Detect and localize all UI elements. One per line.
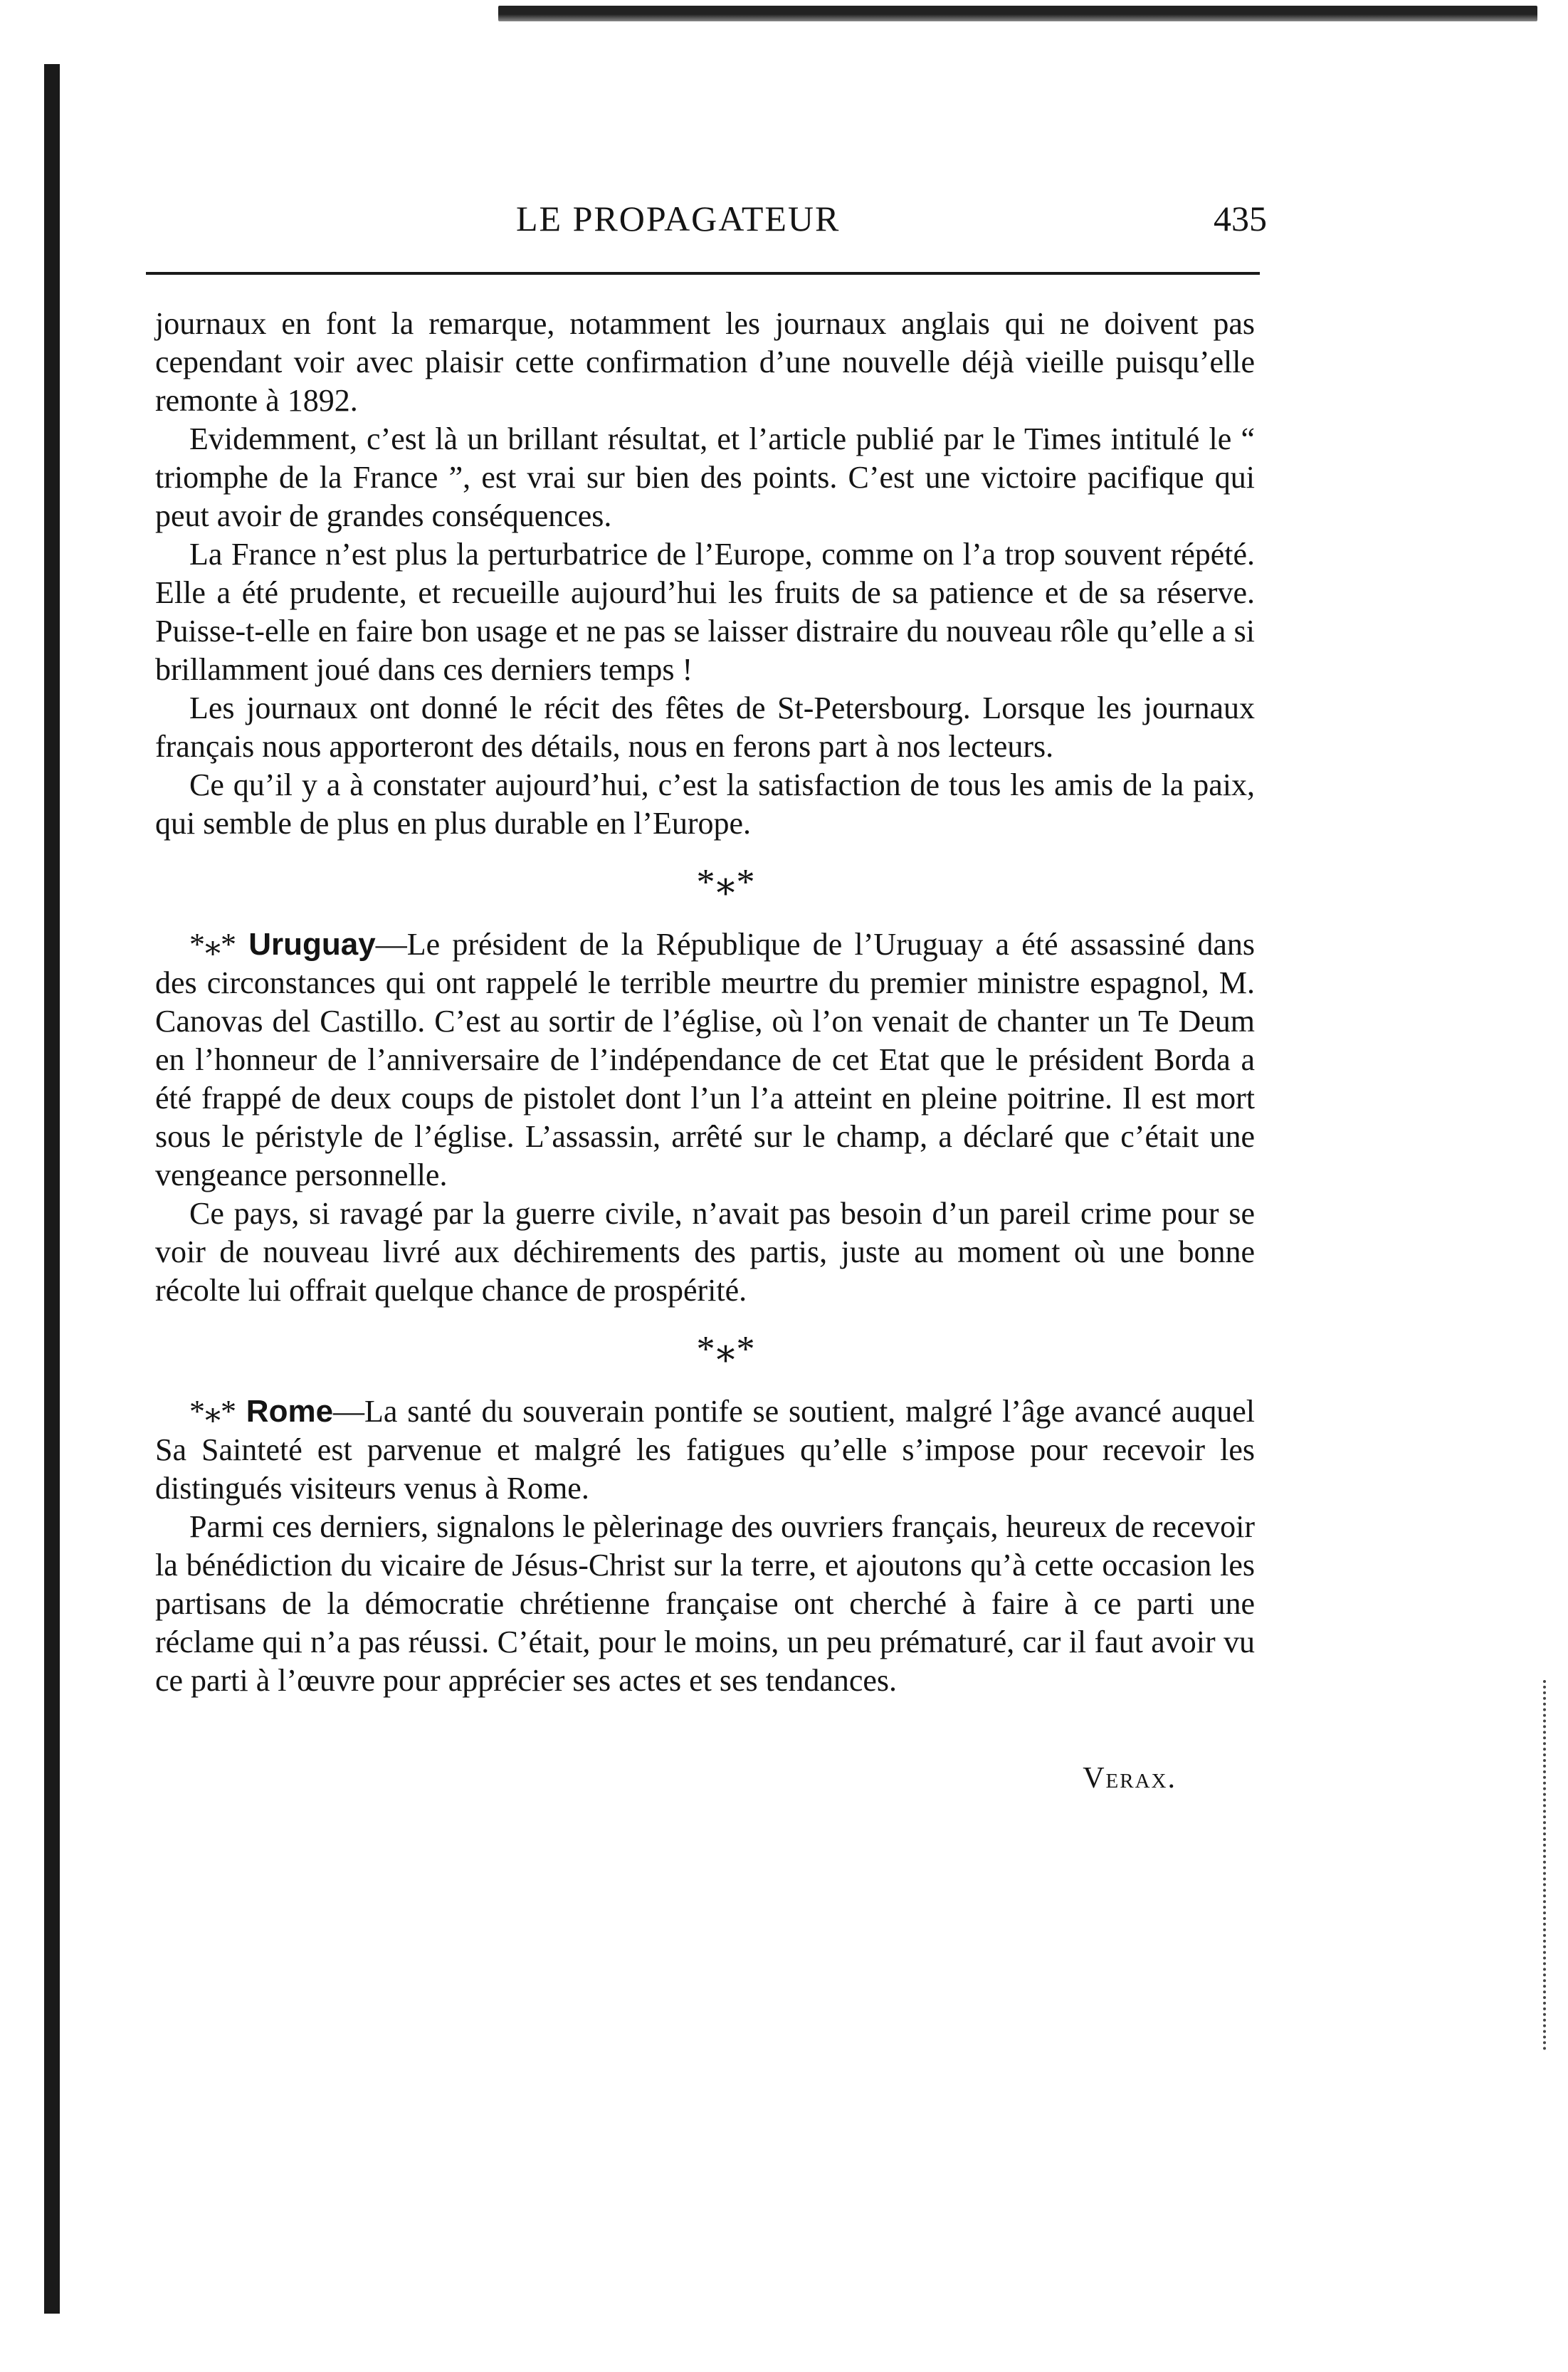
page-number: 435 (1214, 199, 1267, 238)
uruguay-paragraph (155, 925, 1255, 1195)
scan-noise-marks (1543, 1680, 1550, 2050)
running-title: LE PROPAGATEUR (516, 199, 841, 238)
section-separator: *⁎* (696, 1329, 757, 1370)
paragraph: Les journaux ont donné le récit des fêtes de St-Petersbourg. Lorsque les journaux français nous apporteront des détails, nous en ferons part à nos lecteurs. (155, 691, 1255, 764)
paragraph: Evidemment, c’est là un brillant résultat, et l’article publié par le Times intitulé le “ triomphe de la France ”, est vrai sur bien des points. C’est une victoire pacifique qui peut avoir de grandes conséquences. (155, 421, 1255, 533)
paragraph: Ce pays, si ravagé par la guerre civile, n’avait pas besoin d’un pareil crime pour se voir de nouveau livré aux déchirements des partis, juste au moment où une bonne récolte lui offrait quelque chance de prospérité. (155, 1196, 1255, 1308)
page-binding-edge (44, 64, 60, 2314)
section-separator: *⁎* (696, 862, 757, 903)
page-header (157, 198, 1267, 255)
header-rule (146, 272, 1260, 275)
top-scan-edge (498, 6, 1537, 21)
paragraph-continuation: journaux en font la remarque, notamment les journaux anglais qui ne doivent pas cependant voir avec plaisir cette confirmation d’une nouvelle déjà vieille puisqu’elle remonte à 1892. (155, 306, 1255, 418)
paragraph: Parmi ces derniers, signalons le pèlerinage des ouvriers français, heureux de recevoir la bénédiction du vicaire de Jésus-Christ sur la terre, et ajoutons qu’à cette occasion les partisans de la démocratie chrétienne française ont cherché à faire à ce parti une réclame qui n’a pas réussi. C’était, pour le moins, un peu prématuré, car il faut avoir vu ce parti à l’œuvre pour apprécier ses actes et ses tendances. (155, 1509, 1255, 1698)
rome-text: —La santé du souverain pontife se soutient, malgré l’âge avancé auquel Sa Sainteté est parvenue et malgré les fatigues qu’elle s’impose pour recevoir les distingués visiteurs venus à Rome. (155, 1394, 1255, 1506)
section-heading-uruguay: Uruguay (248, 927, 376, 962)
section-marker: *⁎* (189, 1394, 236, 1429)
author-signature: Verax. (1083, 1762, 1177, 1795)
paragraph: La France n’est plus la perturbatrice de l’Europe, comme on l’a trop souvent répété. Elle a été prudente, et recueille aujourd’hui les fruits de sa patience et de sa réserve. Puisse-t-elle en faire bon usage et ne pas se laisser distraire du nouveau rôle qu’elle a si brillamment joué dans ces derniers temps ! (155, 537, 1255, 687)
section-heading-rome: Rome (246, 1394, 334, 1429)
section-marker: *⁎* (189, 927, 236, 962)
uruguay-text: —Le président de la République de l’Uruguay a été assassiné dans des circonstances qui ont rappelé le terrible meurtre du premier ministre espagnol, M. Canovas del Castillo. C’est au sortir de l’église, où l’on venait de chanter un Te Deum en l’honneur de l’anniversaire de l’indépendance de cet Etat que le président Borda a été frappé de deux coups de pistolet dont l’un l’a atteint en pleine poitrine. Il est mort sous le péristyle de l’église. L’assassin, arrêté sur le champ, a déclaré que c’était une vengeance personnelle. (155, 927, 1255, 1192)
rome-paragraph (155, 1392, 1255, 1508)
paragraph: Ce qu’il y a à constater aujourd’hui, c’est la satisfaction de tous les amis de la paix, qui semble de plus en plus durable en l’Europe. (155, 767, 1255, 841)
article-body (155, 305, 1255, 1795)
